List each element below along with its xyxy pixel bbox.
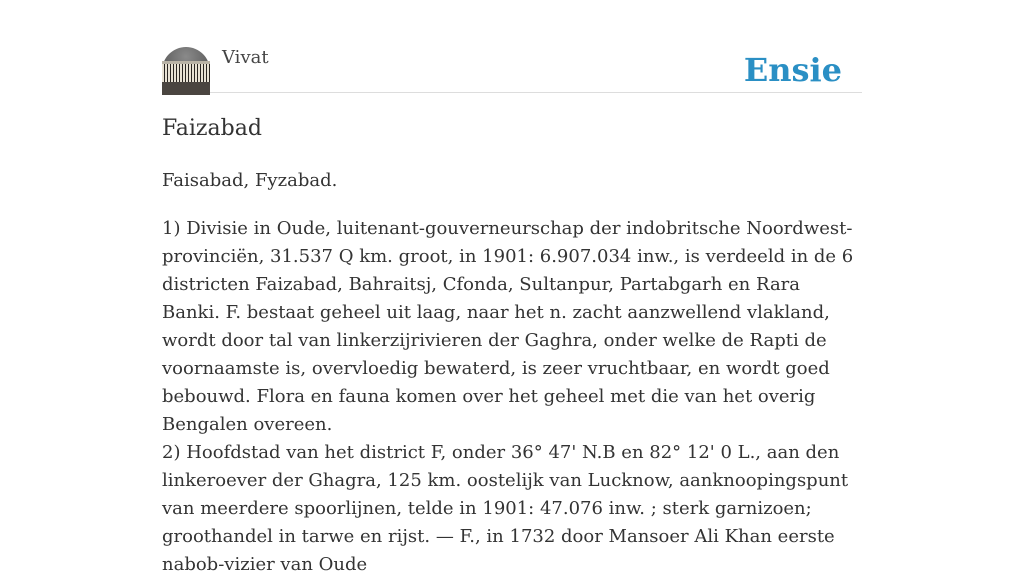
article-body [162,215,862,579]
avatar-bookshelf-base [162,82,210,95]
article-paragraph-2: 2) Hoofdstad van het district F, onder 36° 47' N.B en 82° 12' 0 L., aan den linkeroever der Ghagra, 125 km. oostelijk van Lucknow, aanknoopingspunt van meerdere spoorlijnen, telde in 1901: 47.076 inw. ; sterk garnizoen; groothandel in tarwe en rijst. — F., in 1732 door Mansoer Ali Khan eerste nabob-vizier van Oude [162,442,849,575]
avatar-bookshelf [162,64,210,82]
article-alt-names: Faisabad, Fyzabad. [162,170,338,191]
brand-logo[interactable]: Ensie [743,51,842,89]
user-avatar[interactable] [162,47,210,95]
article-title: Faizabad [162,116,262,141]
header [162,46,862,93]
article-paragraph-1: 1) Divisie in Oude, luitenant-gouverneurschap der indobritsche Noordwest-provinciën, 31.537 Q km. groot, in 1901: 6.907.034 inw., is verdeeld in de 6 districten Faizabad, Bahraitsj, Cfonda, Sultanpur, Partabgarh en Rara Banki. F. bestaat geheel uit laag, naar het n. zacht aanzwellend vlakland, wordt door tal van linkerzijrivieren der Gaghra, onder welke de Rapti de voornaamste is, overvloedig bewaterd, is zeer vruchtbaar, en wordt goed bebouwd. Flora en fauna komen over het geheel met die van het overig Bengalen overeen. [162,218,854,435]
username-link[interactable]: Vivat [222,47,269,68]
